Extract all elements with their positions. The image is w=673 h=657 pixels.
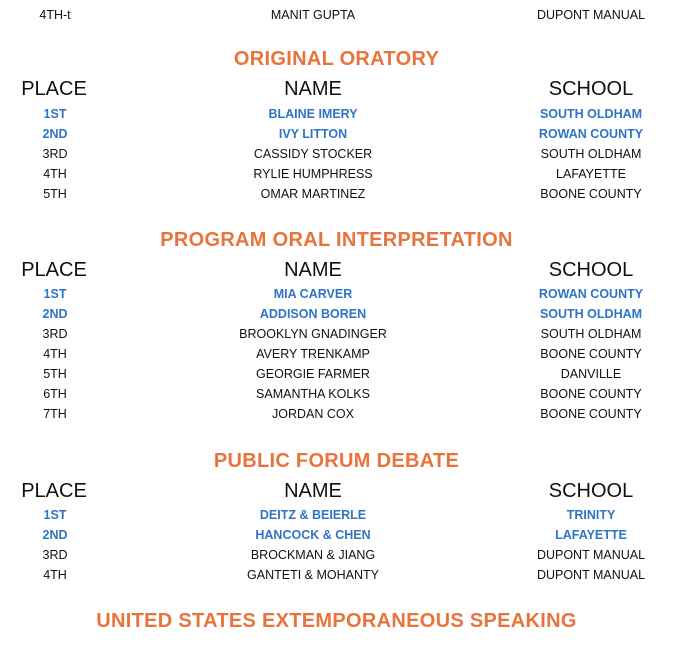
- name-cell: DEITZ & BEIERLE: [259, 508, 367, 522]
- school-cell: SOUTH OLDHAM: [540, 147, 642, 161]
- name-cell: OMAR MARTINEZ: [260, 187, 366, 201]
- name-cell: GANTETI & MOHANTY: [247, 568, 379, 582]
- results-row: [0, 387, 673, 407]
- name-cell: MIA CARVER: [273, 287, 353, 301]
- school-cell: SOUTH OLDHAM: [540, 327, 642, 341]
- name-cell: JORDAN COX: [272, 407, 354, 421]
- results-row: [0, 147, 673, 167]
- results-row: [0, 127, 673, 147]
- results-row: [0, 528, 673, 548]
- name-header: NAME: [284, 78, 342, 100]
- school-cell: BOONE COUNTY: [540, 407, 642, 421]
- place-cell: 4TH: [43, 167, 67, 181]
- name-cell: HANCOCK & CHEN: [255, 528, 371, 542]
- place-cell: 2ND: [42, 127, 68, 141]
- results-row: [0, 548, 673, 568]
- place-cell: 3RD: [42, 327, 68, 341]
- results-row: [0, 107, 673, 127]
- results-row: [0, 508, 673, 528]
- event-title: PUBLIC FORUM DEBATE: [213, 450, 460, 472]
- place-cell: 3RD: [42, 548, 68, 562]
- name-cell: GEORGIE FARMER: [256, 367, 370, 381]
- results-row: [0, 347, 673, 367]
- place-header: PLACE: [21, 78, 87, 100]
- name-cell: CASSIDY STOCKER: [253, 147, 373, 161]
- results-row: [0, 407, 673, 427]
- place-header: PLACE: [21, 259, 87, 281]
- place-cell: 5TH: [43, 187, 67, 201]
- place-cell: 4TH: [43, 347, 67, 361]
- place-cell: 2ND: [42, 528, 68, 542]
- name-cell: SAMANTHA KOLKS: [256, 387, 370, 401]
- name-cell: ADDISON BOREN: [259, 307, 367, 321]
- school-cell: BOONE COUNTY: [540, 387, 642, 401]
- name-cell: BLAINE IMERY: [268, 107, 358, 121]
- school-cell: DUPONT MANUAL: [536, 568, 646, 582]
- school-header: SCHOOL: [548, 78, 634, 100]
- results-row: [0, 187, 673, 207]
- school-cell: SOUTH OLDHAM: [539, 107, 643, 121]
- school-cell: LAFAYETTE: [555, 528, 627, 542]
- event-title: ORIGINAL ORATORY: [233, 48, 440, 70]
- name-cell: IVY LITTON: [278, 127, 348, 141]
- results-row: [0, 327, 673, 347]
- results-row: [0, 287, 673, 307]
- school-header: SCHOOL: [548, 259, 634, 281]
- name-header: NAME: [284, 259, 342, 281]
- results-row: [0, 568, 673, 588]
- place-cell: 3RD: [42, 147, 68, 161]
- place-cell: 6TH: [43, 387, 67, 401]
- school-cell: DUPONT MANUAL: [536, 548, 646, 562]
- school-cell: TRINITY: [566, 508, 616, 522]
- school-cell: BOONE COUNTY: [540, 187, 642, 201]
- name-cell: RYLIE HUMPHRESS: [253, 167, 373, 181]
- school-cell: BOONE COUNTY: [540, 347, 642, 361]
- school-cell: DUPONT MANUAL: [536, 8, 646, 22]
- school-cell: LAFAYETTE: [556, 167, 626, 181]
- place-cell: 1ST: [43, 287, 67, 301]
- place-cell: 1ST: [43, 107, 67, 121]
- name-header: NAME: [284, 480, 342, 502]
- results-row: [0, 167, 673, 187]
- school-cell: ROWAN COUNTY: [538, 127, 644, 141]
- column-header-row: [0, 78, 673, 104]
- results-row: [0, 367, 673, 387]
- school-cell: DANVILLE: [560, 367, 622, 381]
- name-cell: MANIT GUPTA: [270, 8, 356, 22]
- place-cell: 5TH: [43, 367, 67, 381]
- place-header: PLACE: [21, 480, 87, 502]
- school-header: SCHOOL: [548, 480, 634, 502]
- place-cell: 7TH: [43, 407, 67, 421]
- results-row: [0, 8, 673, 28]
- name-cell: BROOKLYN GNADINGER: [239, 327, 387, 341]
- place-cell: 2ND: [42, 307, 68, 321]
- column-header-row: [0, 259, 673, 285]
- place-cell: 1ST: [43, 508, 67, 522]
- results-row: [0, 307, 673, 327]
- column-header-row: [0, 480, 673, 506]
- place-cell: 4TH-t: [39, 8, 71, 22]
- name-cell: AVERY TRENKAMP: [256, 347, 370, 361]
- place-cell: 4TH: [43, 568, 67, 582]
- school-cell: ROWAN COUNTY: [538, 287, 644, 301]
- name-cell: BROCKMAN & JIANG: [250, 548, 376, 562]
- school-cell: SOUTH OLDHAM: [539, 307, 643, 321]
- event-title: PROGRAM ORAL INTERPRETATION: [160, 229, 513, 251]
- event-title: UNITED STATES EXTEMPORANEOUS SPEAKING: [96, 610, 577, 632]
